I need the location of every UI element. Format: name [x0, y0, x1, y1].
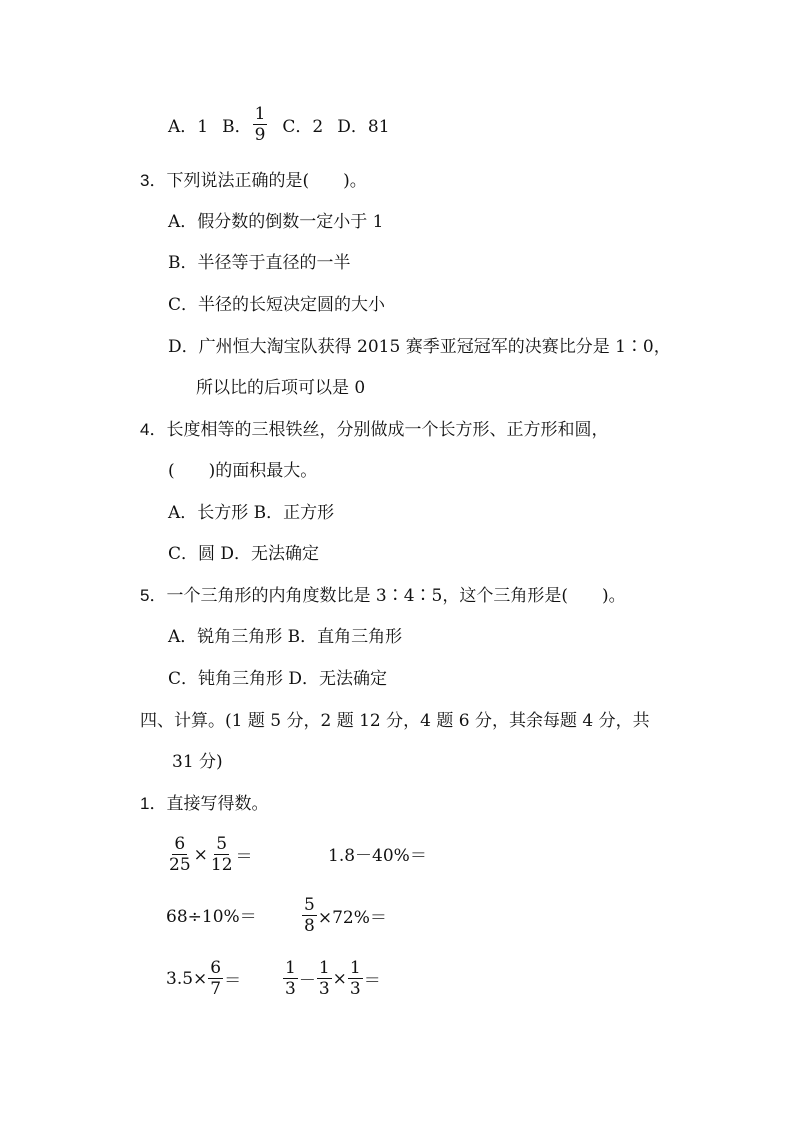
- fraction-denominator: 9: [254, 125, 266, 145]
- q3-option-d-line1: D．广州恒大淘宝队获得 2015 赛季亚冠冠军的决赛比分是 1∶0，: [168, 337, 671, 357]
- operator: －: [298, 971, 316, 991]
- fraction-numerator: 5: [304, 895, 315, 915]
- fraction: [208, 958, 223, 999]
- q4-options-cd: C．圆 D．无法确定: [168, 544, 320, 564]
- expression-rest: ×72%＝: [317, 908, 387, 928]
- problem-1: [166, 834, 253, 875]
- fraction-numerator: 6: [210, 958, 222, 978]
- fraction-denominator: 3: [318, 979, 330, 999]
- sub1-heading: [140, 793, 268, 815]
- q4-number: 4．: [140, 420, 167, 439]
- sub1-text: 直接写得数。: [166, 794, 269, 814]
- equals-sign: ＝: [235, 847, 253, 867]
- fraction-numerator: 1: [254, 104, 266, 124]
- fraction-numerator: 1: [318, 958, 330, 978]
- q5-options-cd: C．钝角三角形 D．无法确定: [168, 669, 388, 689]
- fraction: [283, 958, 298, 999]
- fraction-numerator: 6: [174, 834, 186, 854]
- q4-text-line1: 长度相等的三根铁丝，分别做成一个长方形、正方形和圆，: [166, 420, 609, 440]
- section-4-heading-line2: 31 分): [172, 752, 223, 772]
- problem-6: [282, 958, 381, 999]
- fraction-numerator: 1: [285, 958, 296, 978]
- fraction-denominator: 8: [304, 916, 315, 936]
- operator: ×: [193, 844, 208, 865]
- q2-option-b-prefix: B．: [222, 117, 252, 137]
- q2-option-b-fraction: [253, 104, 268, 145]
- fraction: [348, 958, 363, 999]
- q3-option-c: C．半径的长短决定圆的大小: [168, 295, 386, 315]
- q5-text: 一个三角形的内角度数比是 3∶4∶5，这个三角形是( )。: [166, 586, 626, 606]
- fraction-denominator: 3: [285, 979, 296, 999]
- q5-options-ab: A．锐角三角形 B．直角三角形: [168, 627, 403, 647]
- section-4-heading-line1: 四、计算。(1 题 5 分，2 题 12 分，4 题 6 分，其余每题 4 分，共: [140, 711, 650, 731]
- fraction-denominator: 3: [349, 979, 361, 999]
- q4-question-line1: [140, 419, 608, 441]
- fraction-numerator: 5: [216, 834, 228, 854]
- q4-options-ab: A．长方形 B．正方形: [168, 503, 335, 523]
- fraction-denominator: 12: [210, 855, 233, 875]
- q3-option-b: B．半径等于直径的一半: [168, 253, 351, 273]
- sub1-number: 1．: [140, 794, 167, 813]
- q2-option-d: D．81: [337, 117, 390, 137]
- problem-5: [166, 958, 241, 999]
- fraction: [167, 834, 193, 875]
- fraction: [209, 834, 235, 875]
- operator: ×: [332, 968, 347, 989]
- q3-text: 下列说法正确的是( )。: [166, 171, 367, 191]
- q3-question: [140, 170, 367, 192]
- q3-option-a: A．假分数的倒数一定小于 1: [168, 212, 384, 232]
- expression-lead: 3.5×: [166, 968, 208, 989]
- q4-question-line2: ( )的面积最大。: [168, 461, 318, 481]
- fraction-denominator: 25: [169, 855, 191, 875]
- fraction: [317, 958, 332, 999]
- equals-sign: ＝: [224, 971, 242, 991]
- q2-option-c: C．2: [282, 117, 324, 137]
- equals-sign: ＝: [363, 971, 381, 991]
- q5-number: 5．: [140, 586, 167, 605]
- q3-number: 3．: [140, 171, 167, 190]
- problem-2: 1.8－40%＝: [328, 846, 427, 866]
- fraction: [302, 895, 317, 936]
- q3-option-d-line2: 所以比的后项可以是 0: [196, 378, 366, 398]
- problem-4: [301, 895, 387, 936]
- q5-question: [140, 585, 626, 607]
- fraction-denominator: 7: [210, 979, 222, 999]
- fraction-numerator: 1: [349, 958, 361, 978]
- problem-3: 68÷10%＝: [166, 907, 257, 927]
- q2-options: [168, 104, 390, 145]
- q2-option-a: A．1: [168, 117, 209, 137]
